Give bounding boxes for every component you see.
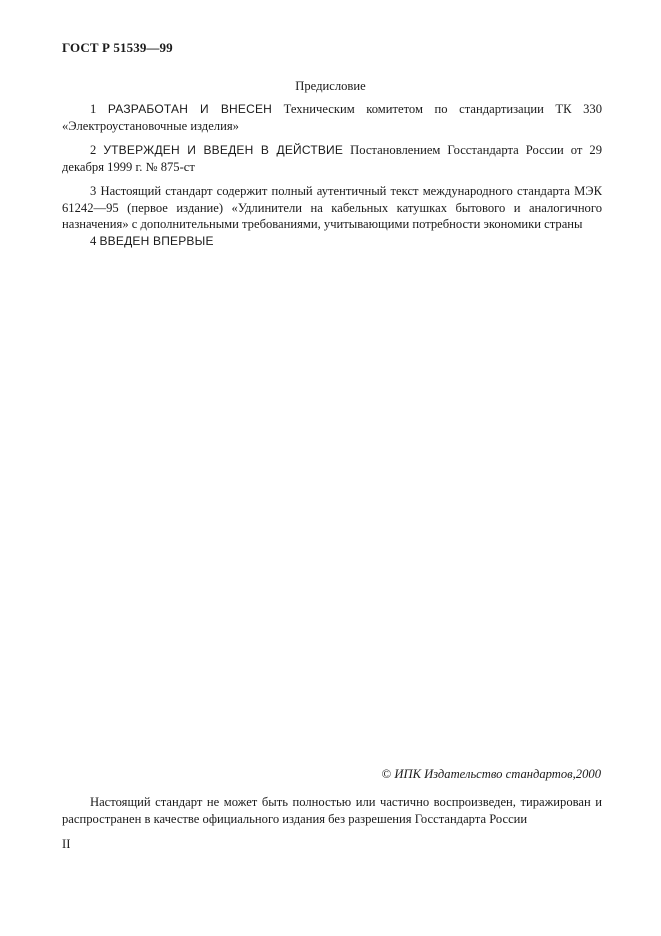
- paragraph-number: 1: [90, 102, 97, 116]
- paragraph-1: [62, 101, 602, 134]
- paragraph-lead: РАЗРАБОТАН И ВНЕСЕН: [107, 102, 273, 116]
- section-title: Предисловие: [295, 79, 366, 93]
- paragraph-text: Постановлением Госстандарта России от 29 декабря 1999 г. № 875-ст: [62, 143, 602, 174]
- paragraph-number: 3: [90, 184, 97, 198]
- paragraph-text: Техническим комитетом по стандартизации ТК 330 «Электроустановочные изделия»: [62, 102, 602, 133]
- page-number: II: [62, 837, 71, 851]
- paragraph-number: 4: [90, 234, 97, 248]
- reproduction-notice: Настоящий стандарт не может быть полностью или частично воспроизведен, тиражирован и распространен в качестве официального издания без разрешения Госстандарта России: [62, 795, 602, 826]
- paragraph-2: [62, 142, 602, 175]
- paragraph-text: Настоящий стандарт содержит полный аутентичный текст международного стандарта МЭК 61242—95 (первое издание) «Удлинители на кабельных катушках бытового и аналогичного назначения» с дополнительными требованиями, учитывающими потребности экономики страны: [62, 184, 602, 231]
- copyright-symbol: ©: [381, 767, 392, 781]
- document-code: ГОСТ Р 51539—99: [62, 40, 173, 55]
- paragraph-lead: ВВЕДЕН ВПЕРВЫЕ: [99, 234, 214, 248]
- paragraph-3: [62, 183, 602, 233]
- paragraph-lead: УТВЕРЖДЕН И ВВЕДЕН В ДЕЙСТВИЕ: [103, 143, 344, 157]
- paragraph-number: 2: [90, 143, 97, 157]
- copyright-line: [382, 766, 601, 783]
- paragraph-4: [62, 233, 602, 250]
- publisher: ИПК Издательство стандартов,2000: [394, 767, 601, 781]
